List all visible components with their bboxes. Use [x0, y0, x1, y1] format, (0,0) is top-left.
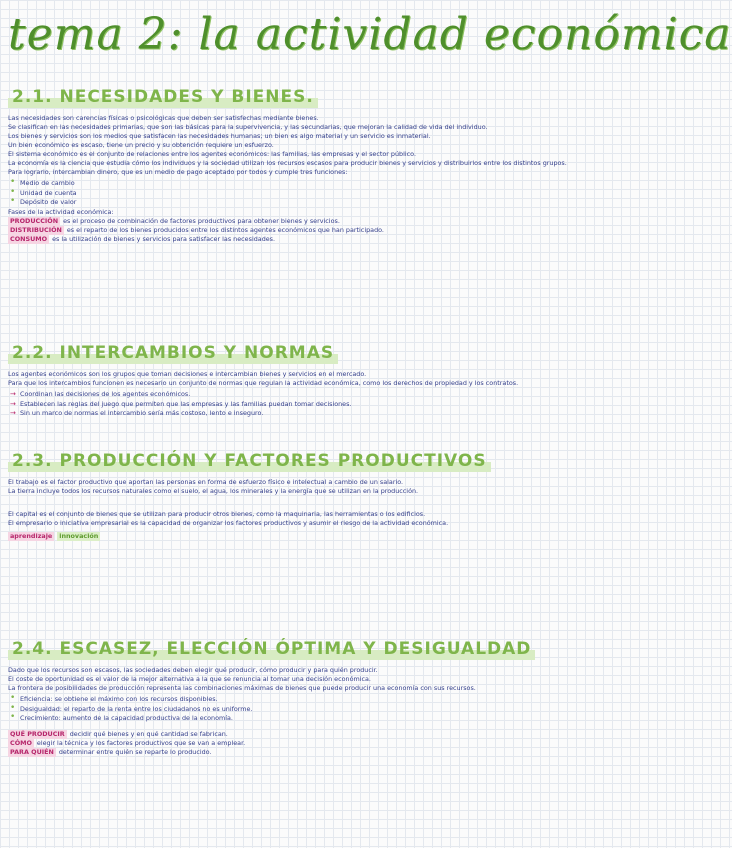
question-label: CÓMO [10, 738, 32, 747]
annotations-row [8, 532, 593, 541]
section-2-4 [8, 638, 593, 757]
question-row [8, 748, 593, 757]
paragraph: Para lograrlo, intercambian dinero, que es un medio de pago aceptado por todos y cumple tres funciones: [8, 168, 348, 176]
question-text: elegir la técnica y los factores productivos que se van a emplear. [36, 738, 246, 747]
list-item: • Eficiencia: se obtiene el máximo con los recursos disponibles. [8, 695, 593, 705]
question-label: PARA QUIÉN [10, 747, 54, 756]
section-heading: 2.3. PRODUCCIÓN Y FACTORES PRODUCTIVOS [8, 450, 491, 472]
list-item: → Sin un marco de normas el intercambio sería más costoso, lento e inseguro. [8, 409, 593, 419]
annotation-tag: aprendizaje [10, 532, 53, 540]
phase-label: CONSUMO [10, 234, 48, 243]
section-heading: 2.1. NECESIDADES Y BIENES. [8, 86, 318, 108]
list-item: • Crecimiento: aumento de la capacidad productiva de la economía. [8, 714, 593, 724]
phase-row [8, 226, 593, 235]
paragraph: Dado que los recursos son escasos, las sociedades deben elegir qué producir, cómo producir y para quién producir. [8, 666, 378, 674]
list-item: → Coordinan las decisiones de los agentes económicos. [8, 390, 593, 400]
concepts-list [8, 695, 593, 724]
money-functions-list [8, 179, 593, 208]
question-row [8, 739, 593, 748]
section-heading: 2.2. INTERCAMBIOS Y NORMAS [8, 342, 338, 364]
question-label: QUÉ PRODUCIR [10, 729, 65, 738]
paragraph: Fases de la actividad económica: [8, 207, 114, 216]
paragraph: Las necesidades son carencias físicas o psicológicas que deben ser satisfechas mediante bienes. [8, 114, 319, 122]
list-item: • Depósito de valor [8, 198, 593, 208]
paragraph: Para que los intercambios funcionen es necesario un conjunto de normas que regulan la actividad económica, como los derechos de propiedad y los contratos. [8, 379, 519, 387]
phase-label: DISTRIBUCIÓN [10, 225, 62, 234]
paragraph: Un bien económico es escaso, tiene un precio y su obtención requiere un esfuerzo. [8, 141, 274, 149]
paragraph: La economía es la ciencia que estudia cómo los individuos y la sociedad utilizan los recursos escasos para producir bienes y servicios y distribuirlos entre los distintos grupos. [8, 159, 567, 167]
list-item: → Establecen las reglas del juego que permiten que las empresas y las familias puedan tomar decisiones. [8, 400, 593, 410]
phase-text: es la utilización de bienes y servicios para satisfacer las necesidades. [52, 234, 276, 243]
page-title: tema 2: la actividad económica [8, 9, 732, 60]
question-text: determinar entre quién se reparte lo producido. [58, 747, 212, 756]
list-item: • Desigualdad: el reparto de la renta entre los ciudadanos no es uniforme. [8, 705, 593, 715]
list-item: • Unidad de cuenta [8, 189, 593, 199]
phase-label: PRODUCCIÓN [10, 216, 59, 225]
section-2-3 [8, 450, 593, 541]
list-item: • Medio de cambio [8, 179, 593, 189]
paragraph: El trabajo es el factor productivo que aportan las personas en forma de esfuerzo físico e intelectual a cambio de un salario. [8, 478, 404, 486]
paragraph: Los agentes económicos son los grupos que toman decisiones e intercambian bienes y servicios en el mercado. [8, 370, 367, 378]
paragraph: El coste de oportunidad es el valor de la mejor alternativa a la que se renuncia al tomar una decisión económica. [8, 675, 371, 683]
norms-list [8, 390, 593, 419]
phase-row [8, 217, 593, 226]
paragraph: Los bienes y servicios son los medios que satisfacen las necesidades humanas; un bien es algo material y un servicio es inmaterial. [8, 132, 431, 140]
question-text: decidir qué bienes y en qué cantidad se fabrican. [69, 729, 228, 738]
section-heading: 2.4. ESCASEZ, ELECCIÓN ÓPTIMA Y DESIGUALDAD [8, 638, 535, 660]
paragraph: El empresario o iniciativa empresarial es la capacidad de organizar los factores productivos y asumir el riesgo de la actividad económica. [8, 519, 449, 527]
paragraph: El sistema económico es el conjunto de relaciones entre los agentes económicos: las familias, las empresas y el sector público. [8, 150, 416, 158]
paragraph: Se clasifican en las necesidades primarias, que son las básicas para la supervivencia, y las secundarias, que mejoran la calidad de vida del individuo. [8, 123, 488, 131]
paragraph: El capital es el conjunto de bienes que se utilizan para producir otros bienes, como la maquinaria, las herramientas o los edificios. [8, 510, 426, 518]
annotation-tag: innovación [59, 532, 99, 540]
paragraph: La frontera de posibilidades de producción representa las combinaciones máximas de bienes que puede producir una economía con sus recursos. [8, 684, 476, 692]
section-2-2 [8, 342, 593, 419]
section-2-1 [8, 86, 593, 244]
phase-row [8, 235, 593, 244]
phase-text: es el reparto de los bienes producidos entre los distintos agentes económicos que han participado. [66, 225, 384, 234]
paragraph: La tierra incluye todos los recursos naturales como el suelo, el agua, los minerales y la energía que se utilizan en la producción. [8, 487, 419, 495]
phase-text: es el proceso de combinación de factores productivos para obtener bienes y servicios. [63, 216, 340, 225]
question-row [8, 730, 593, 739]
